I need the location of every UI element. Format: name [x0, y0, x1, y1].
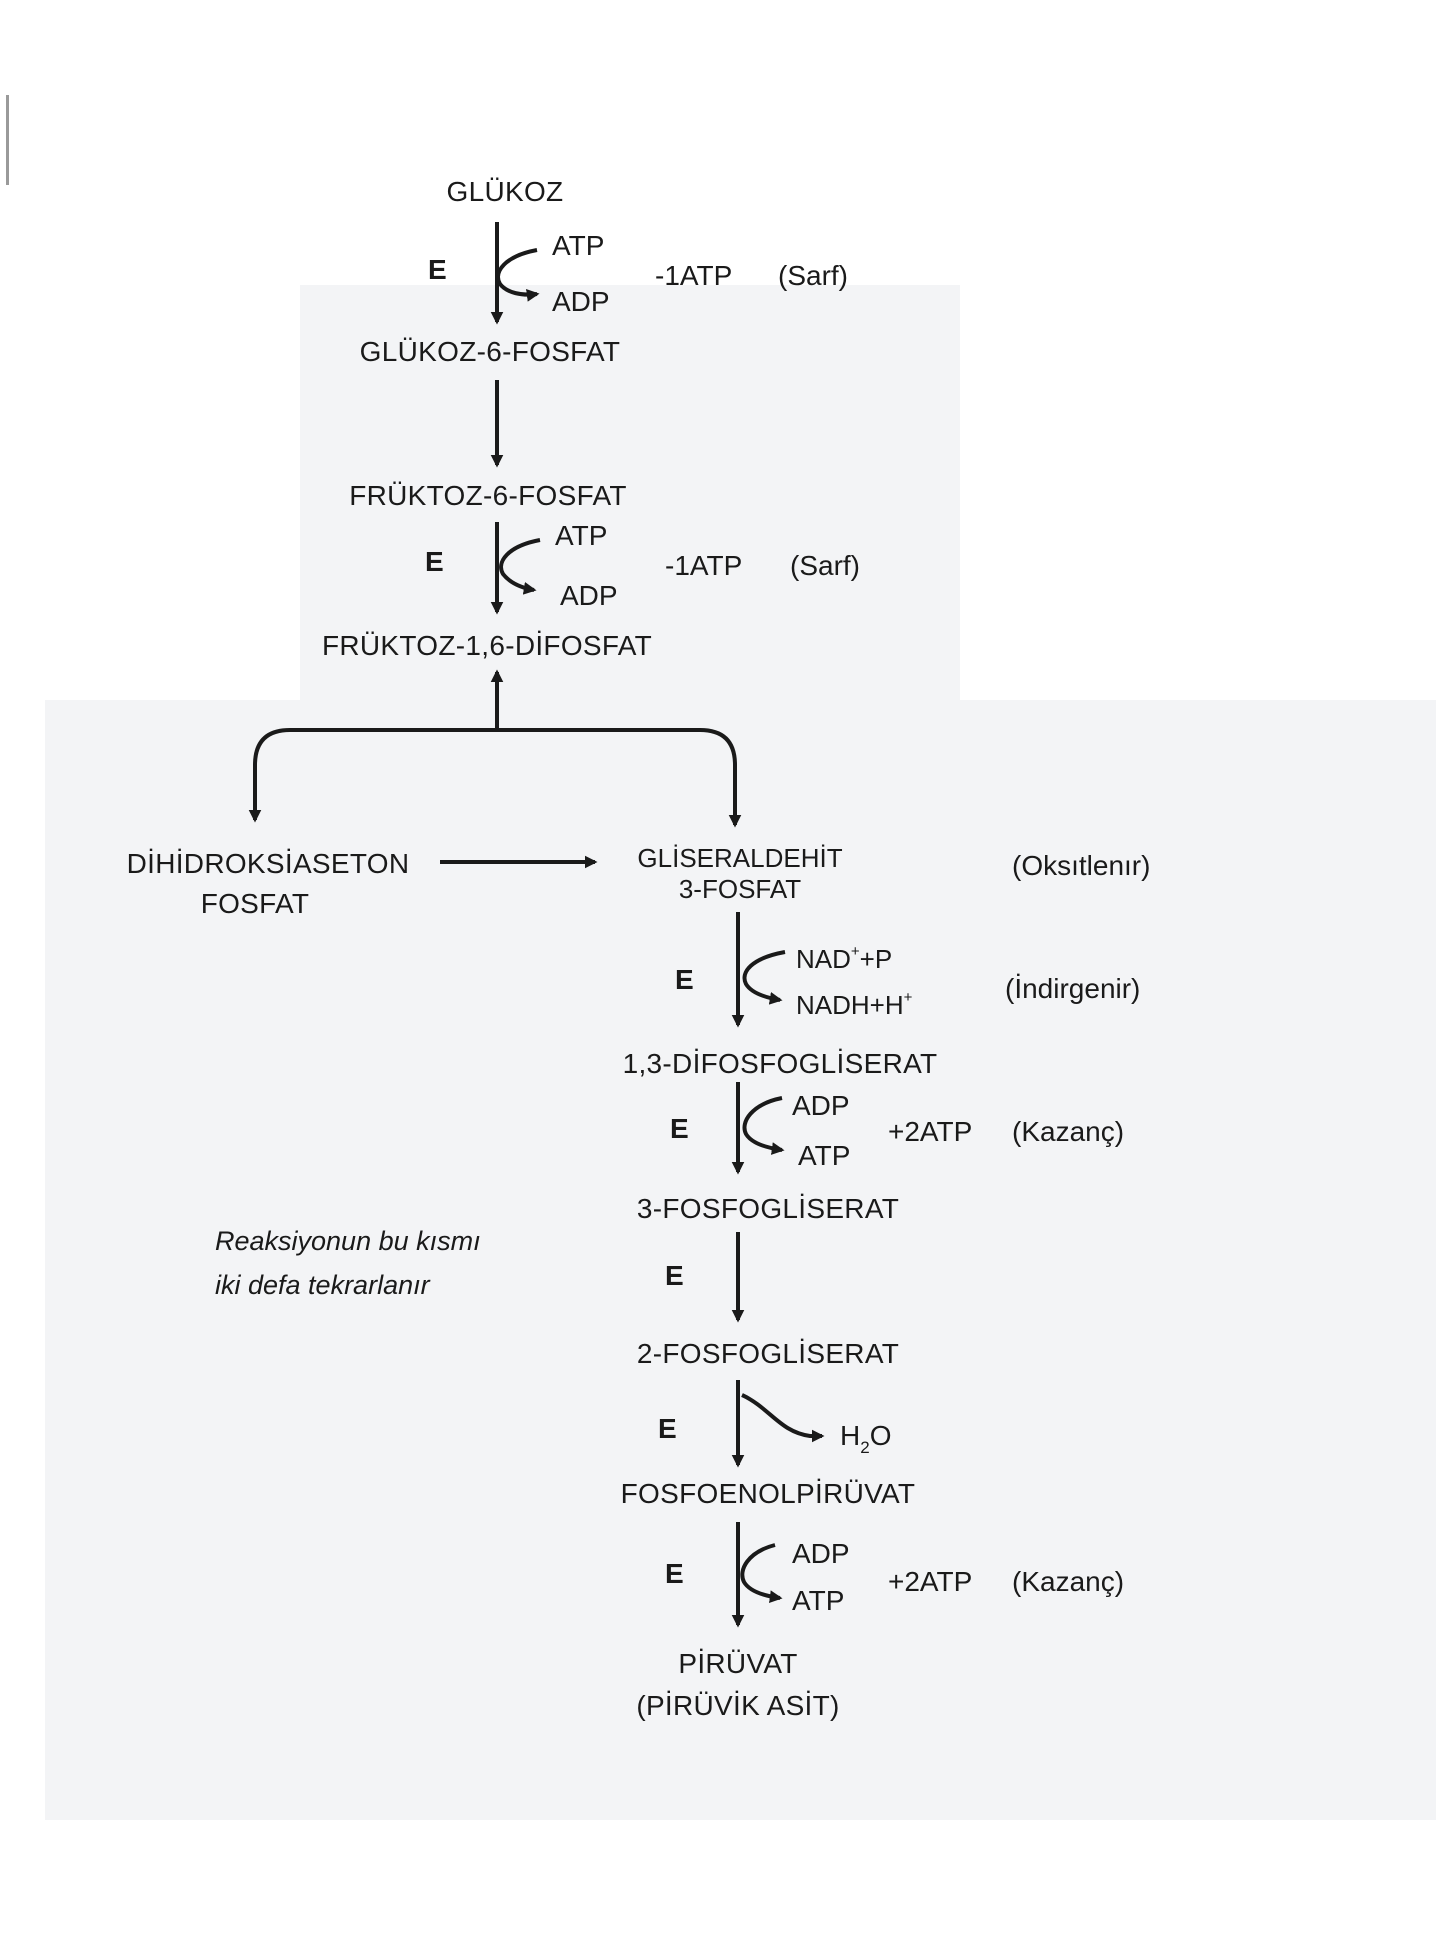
enzyme-label-step3: E: [425, 546, 444, 577]
2-phosphoglycerate-label: 2-FOSFOGLİSERAT: [636, 1338, 900, 1369]
dihydroxyacetone-phosphate-label-line1: DİHİDROKSİASETON: [126, 848, 410, 879]
glucose-6-phosphate-label: GLÜKOZ-6-FOSFAT: [359, 336, 621, 367]
step10-note: (Kazanç): [1012, 1566, 1125, 1597]
pyruvate-label-line1: PİRÜVAT: [678, 1648, 798, 1679]
step3-atp-input: ATP: [555, 520, 608, 551]
side-arrow-step3: [501, 540, 540, 590]
repeat-note-line1: Reaksiyonun bu kısmı: [215, 1226, 481, 1256]
enzyme-label-step1: E: [428, 254, 447, 285]
glucose-label: GLÜKOZ: [446, 176, 564, 207]
step7-atp-balance: +2ATP: [888, 1116, 973, 1147]
reduced-note: (İndirgenir): [1005, 973, 1141, 1004]
step10-atp-balance: +2ATP: [888, 1566, 973, 1597]
fructose-6-phosphate-label: FRÜKTOZ-6-FOSFAT: [349, 480, 627, 511]
step1-adp-output: ADP: [552, 286, 610, 317]
step9-water-output: $H_2O$: [840, 1420, 892, 1457]
pyruvate-label-line2: (PİRÜVİK ASİT): [636, 1690, 840, 1721]
step1-atp-input: ATP: [552, 230, 605, 261]
side-arrow-step1: [498, 250, 537, 295]
bisphosphoglycerate-label: 1,3-DİFOSFOGLİSERAT: [622, 1048, 938, 1079]
enzyme-label-step7: E: [670, 1113, 689, 1144]
enzyme-label-step6: E: [675, 964, 694, 995]
step7-note: (Kazanç): [1012, 1116, 1125, 1147]
repeat-note-line2: iki defa tekrarlanır: [215, 1270, 430, 1300]
step7-atp-output: ATP: [798, 1140, 851, 1171]
dihydroxyacetone-phosphate-label-line2: FOSFAT: [200, 888, 310, 919]
step3-note: (Sarf): [790, 550, 860, 581]
enzyme-label-step8: E: [665, 1260, 684, 1291]
step3-adp-output: ADP: [560, 580, 618, 611]
side-arrow-step9: [742, 1395, 822, 1436]
step1-note: (Sarf): [778, 260, 848, 291]
oxidized-note: (Oksıtlenır): [1012, 850, 1151, 881]
step6-nadh-output: NADH+H+: [796, 989, 913, 1020]
fructose-1-6-diphosphate-label: FRÜKTOZ-1,6-DİFOSFAT: [321, 630, 653, 661]
side-arrow-step10: [742, 1545, 780, 1598]
glyceraldehyde-3-phosphate-label-line2: 3-FOSFAT: [678, 874, 802, 904]
arrow-split-left: [255, 730, 497, 820]
glyceraldehyde-3-phosphate-label-line1: GLİSERALDEHİT: [637, 843, 843, 873]
arrow-split-right: [497, 730, 735, 825]
enzyme-label-step10: E: [665, 1558, 684, 1589]
step3-atp-balance: -1ATP: [665, 550, 743, 581]
enzyme-label-step9: E: [658, 1413, 677, 1444]
step7-adp-input: ADP: [792, 1090, 850, 1121]
side-arrow-step7: [745, 1098, 783, 1150]
phosphoenolpyruvate-label: FOSFOENOLPİRÜVAT: [620, 1478, 916, 1509]
step6-nad-input: NAD++P: [796, 943, 893, 974]
step10-atp-output: ATP: [792, 1585, 845, 1616]
step1-atp-balance: -1ATP: [655, 260, 733, 291]
side-arrow-step6: [745, 952, 785, 1000]
3-phosphoglycerate-label: 3-FOSFOGLİSERAT: [636, 1193, 900, 1224]
step10-adp-input: ADP: [792, 1538, 850, 1569]
